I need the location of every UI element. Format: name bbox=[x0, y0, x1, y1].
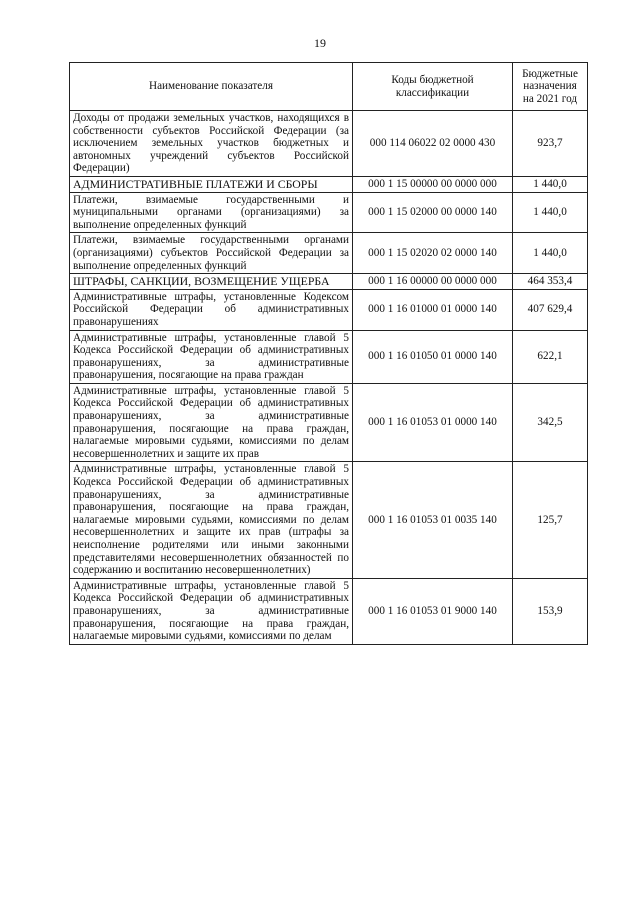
table-row bbox=[70, 233, 588, 274]
table-row bbox=[70, 274, 588, 290]
budget-amount-cell: 1 440,0 bbox=[513, 233, 588, 274]
table-row bbox=[70, 192, 588, 233]
budget-code-cell: 000 1 16 01053 01 0035 140 bbox=[353, 462, 513, 578]
budget-amount-cell: 923,7 bbox=[513, 111, 588, 177]
table-header-row bbox=[70, 63, 588, 111]
header-budget-allocation: Бюджетные назначения на 2021 год bbox=[513, 63, 588, 111]
budget-amount-cell: 153,9 bbox=[513, 578, 588, 644]
budget-code-cell: 000 1 15 00000 00 0000 000 bbox=[353, 176, 513, 192]
budget-code-cell: 000 1 16 01050 01 0000 140 bbox=[353, 330, 513, 383]
header-budget-codes: Коды бюджетной классификации bbox=[353, 63, 513, 111]
table-row bbox=[70, 383, 588, 462]
budget-revenue-table bbox=[69, 62, 588, 645]
table-row bbox=[70, 330, 588, 383]
table-row bbox=[70, 289, 588, 330]
table-row bbox=[70, 111, 588, 177]
indicator-name-cell: Административные штрафы, установленные главой 5 Кодекса Российской Федерации об административных правонарушениях, за административные правонарушения, посягающие на права граждан, налагаемые мировыми судьями, комиссиями по делам несовершеннолетних и защите их прав bbox=[70, 383, 353, 462]
indicator-name-cell: Административные штрафы, установленные главой 5 Кодекса Российской Федерации об административных правонарушениях, за административные правонарушения, посягающие на права граждан, налагаемые мировыми судьями, комиссиями по делам несовершеннолетних и защите их прав (штрафы за неисполнение родителями или иными законными представителями несовершеннолетних обязанностей по содержанию и воспитанию несовершеннолетних) bbox=[70, 462, 353, 578]
budget-code-cell: 000 1 16 00000 00 0000 000 bbox=[353, 274, 513, 290]
indicator-name-cell: Доходы от продажи земельных участков, находящихся в собственности субъектов Российской Федерации (за исключением земельных участков бюджетных и автономных учреждений субъектов Российской Федерации) bbox=[70, 111, 353, 177]
header-indicator-name: Наименование показателя bbox=[70, 63, 353, 111]
indicator-name-cell: Административные штрафы, установленные главой 5 Кодекса Российской Федерации об административных правонарушениях, за административные правонарушения, посягающие на права граждан bbox=[70, 330, 353, 383]
budget-code-cell: 000 1 15 02020 02 0000 140 bbox=[353, 233, 513, 274]
budget-code-cell: 000 114 06022 02 0000 430 bbox=[353, 111, 513, 177]
budget-amount-cell: 407 629,4 bbox=[513, 289, 588, 330]
indicator-name-cell: АДМИНИСТРАТИВНЫЕ ПЛАТЕЖИ И СБОРЫ bbox=[70, 176, 353, 192]
budget-code-cell: 000 1 15 02000 00 0000 140 bbox=[353, 192, 513, 233]
table-row bbox=[70, 176, 588, 192]
table-body bbox=[70, 111, 588, 645]
indicator-name-cell: Административные штрафы, установленные Кодексом Российской Федерации об административных правонарушениях bbox=[70, 289, 353, 330]
budget-amount-cell: 125,7 bbox=[513, 462, 588, 578]
page-number: 19 bbox=[314, 36, 326, 50]
budget-amount-cell: 1 440,0 bbox=[513, 192, 588, 233]
indicator-name-cell: Платежи, взимаемые государственными и муниципальными органами (организациями) за выполнение определенных функций bbox=[70, 192, 353, 233]
budget-code-cell: 000 1 16 01000 01 0000 140 bbox=[353, 289, 513, 330]
indicator-name-cell: Административные штрафы, установленные главой 5 Кодекса Российской Федерации об административных правонарушениях, за административные правонарушения, посягающие на права граждан, налагаемые мировыми судьями, комиссиями по делам bbox=[70, 578, 353, 644]
budget-code-cell: 000 1 16 01053 01 0000 140 bbox=[353, 383, 513, 462]
indicator-name-cell: ШТРАФЫ, САНКЦИИ, ВОЗМЕЩЕНИЕ УЩЕРБА bbox=[70, 274, 353, 290]
budget-amount-cell: 342,5 bbox=[513, 383, 588, 462]
budget-amount-cell: 1 440,0 bbox=[513, 176, 588, 192]
table-row bbox=[70, 578, 588, 644]
table-row bbox=[70, 462, 588, 578]
budget-amount-cell: 622,1 bbox=[513, 330, 588, 383]
budget-code-cell: 000 1 16 01053 01 9000 140 bbox=[353, 578, 513, 644]
budget-amount-cell: 464 353,4 bbox=[513, 274, 588, 290]
indicator-name-cell: Платежи, взимаемые государственными органами (организациями) субъектов Российской Федерации за выполнение определенных функций bbox=[70, 233, 353, 274]
